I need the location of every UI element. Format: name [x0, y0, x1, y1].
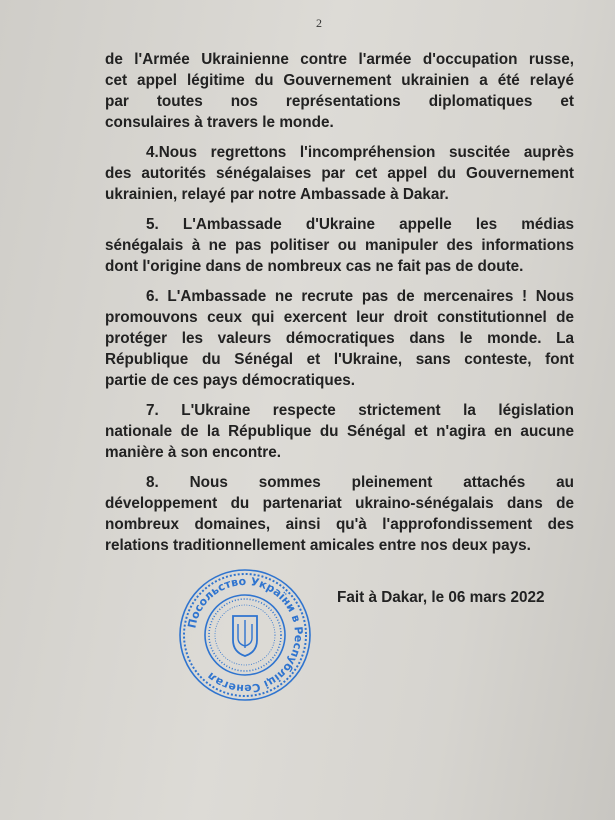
text-line: de l'Armée Ukrainienne contre l'armée d'occupation russe, [105, 51, 574, 68]
text-line: des autorités sénégalaises par cet appel du Gouvernement [105, 165, 574, 182]
text-line: relations traditionnellement amicales entre nos deux pays. [105, 537, 531, 554]
text-line: nationale de la République du Sénégal et n'agira en aucune [105, 423, 574, 440]
stamp-text: Посольство України в Республіці Сенегал [185, 574, 306, 696]
paragraph [105, 142, 574, 205]
text-line: sénégalais à ne pas politiser ou manipuler des informations [105, 237, 574, 254]
text-line: protéger les valeurs démocratiques dans le monde. La [105, 330, 574, 347]
text-line: 5. L'Ambassade d'Ukraine appelle les médias [146, 216, 574, 233]
text-line: 6. L'Ambassade ne recrute pas de mercenaires ! Nous [146, 288, 574, 305]
text-line: consulaires à travers le monde. [105, 114, 334, 131]
text-line: 4.Nous regrettons l'incompréhension suscitée auprès [146, 144, 574, 161]
text-line: cet appel légitime du Gouvernement ukrainien a été relayé [105, 72, 574, 89]
embassy-stamp [178, 568, 312, 702]
text-line: dont l'origine dans de nombreux cas ne fait pas de doute. [105, 258, 524, 275]
paragraph [105, 472, 574, 556]
place-and-date: Fait à Dakar, le 06 mars 2022 [337, 589, 545, 606]
paragraph [105, 286, 574, 391]
text-line: développement du partenariat ukraino-sénégalais dans de [105, 495, 574, 512]
text-line: 8. Nous sommes pleinement attachés au [146, 474, 574, 491]
letter-body [105, 49, 574, 565]
text-line: promouvons ceux qui exercent leur droit constitutionnel de [105, 309, 574, 326]
text-line: ukrainien, relayé par notre Ambassade à Dakar. [105, 186, 449, 203]
text-line: nombreux domaines, ainsi qu'à l'approfondissement des [105, 516, 574, 533]
text-line: manière à son encontre. [105, 444, 281, 461]
text-line: République du Sénégal et l'Ukraine, sans conteste, font [105, 351, 574, 368]
paragraph [105, 400, 574, 463]
page-number: 2 [316, 16, 322, 30]
paragraph [105, 49, 574, 133]
paragraph [105, 214, 574, 277]
text-line: par toutes nos représentations diplomatiques et [105, 93, 574, 110]
text-line: 7. L'Ukraine respecte strictement la législation [146, 402, 574, 419]
text-line: partie de ces pays démocratiques. [105, 372, 355, 389]
